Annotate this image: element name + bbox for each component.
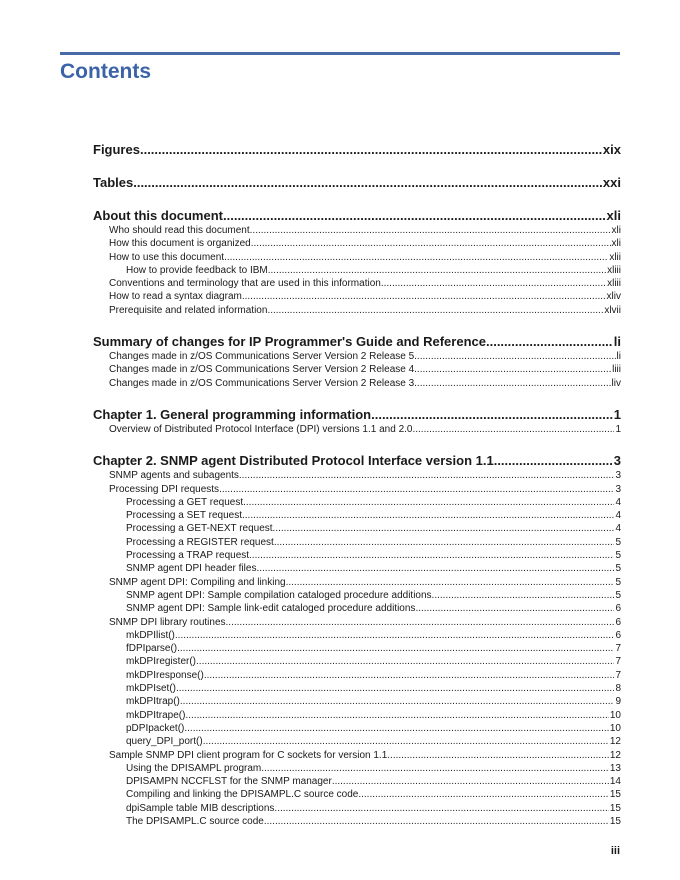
toc-entry[interactable] — [93, 788, 621, 801]
toc-leader-dots — [251, 237, 611, 250]
toc-entry[interactable] — [93, 264, 621, 277]
toc-entry[interactable] — [93, 549, 621, 562]
table-of-contents — [93, 140, 621, 828]
toc-entry-page: li — [616, 351, 621, 363]
toc-leader-dots — [226, 616, 615, 629]
toc-entry-title: Conventions and terminology that are used in this information — [109, 278, 381, 290]
toc-entry-page: 7 — [615, 656, 621, 668]
toc-entry-title: Who should read this document — [109, 225, 250, 236]
toc-leader-dots — [176, 682, 614, 695]
toc-entry-page: 1 — [615, 423, 621, 435]
toc-entry-page: liv — [611, 377, 621, 389]
toc-entry-page: 12 — [609, 749, 621, 761]
toc-entry[interactable] — [93, 290, 621, 303]
toc-entry-title: Changes made in z/OS Communications Server Version 2 Release 3 — [109, 377, 415, 389]
toc-leader-dots — [243, 496, 614, 509]
toc-entry[interactable] — [93, 536, 621, 549]
toc-entry[interactable] — [93, 642, 621, 655]
toc-entry-page: 5 — [615, 550, 621, 562]
toc-leader-dots — [184, 722, 609, 735]
toc-entry-title: DPISAMPN NCCFLST for the SNMP manager — [126, 776, 332, 788]
toc-entry-title: query_DPI_port() — [126, 736, 203, 748]
toc-entry[interactable] — [93, 175, 621, 191]
toc-entry-page: 5 — [615, 589, 621, 601]
toc-entry-page: 5 — [615, 536, 621, 548]
toc-entry[interactable] — [93, 496, 621, 509]
toc-entry-title: Processing a TRAP request — [126, 550, 250, 562]
toc-entry-title: mkDPIregister() — [126, 656, 197, 668]
toc-entry[interactable] — [93, 669, 621, 682]
toc-entry[interactable] — [93, 682, 621, 695]
toc-entry-title: SNMP agents and subagents — [109, 470, 239, 482]
toc-entry-title: mkDPIlist() — [126, 629, 175, 641]
toc-entry[interactable] — [93, 407, 621, 423]
toc-entry-page: 3 — [615, 470, 621, 482]
toc-entry-page: 6 — [615, 603, 621, 615]
toc-entry-title: Processing a REGISTER request — [126, 536, 274, 548]
toc-entry-title: How to use this document — [109, 251, 225, 263]
toc-entry[interactable] — [93, 522, 621, 535]
toc-entry-page: xlvii — [604, 304, 621, 316]
toc-leader-dots — [250, 224, 611, 237]
toc-entry-page: xlii — [609, 251, 621, 263]
toc-leader-dots — [223, 208, 606, 224]
toc-entry-title: pDPIpacket() — [126, 722, 185, 734]
toc-leader-dots — [204, 669, 615, 682]
toc-entry[interactable] — [93, 722, 621, 735]
toc-entry-page: 15 — [609, 815, 621, 827]
toc-entry[interactable] — [93, 509, 621, 522]
toc-entry-page: 14 — [609, 776, 621, 788]
toc-leader-dots — [180, 695, 615, 708]
toc-entry[interactable] — [93, 709, 621, 722]
toc-leader-dots — [268, 264, 606, 277]
toc-entry[interactable] — [93, 616, 621, 629]
toc-leader-dots — [177, 642, 614, 655]
toc-entry[interactable] — [93, 775, 621, 788]
toc-entry-title: Prerequisite and related information — [109, 304, 268, 316]
toc-entry-page: xli — [611, 238, 621, 250]
toc-entry-page: 3 — [613, 453, 621, 469]
toc-leader-dots — [256, 562, 614, 575]
toc-entry[interactable] — [93, 749, 621, 762]
toc-entry-title: About this document — [93, 208, 223, 223]
toc-entry-title: SNMP agent DPI: Sample link-edit cataloged procedure additions — [126, 603, 416, 615]
toc-leader-dots — [203, 735, 609, 748]
toc-leader-dots — [412, 423, 614, 436]
toc-leader-dots — [196, 655, 614, 668]
toc-entry[interactable] — [93, 815, 621, 828]
toc-entry[interactable] — [93, 576, 621, 589]
toc-entry-title: How to read a syntax diagram — [109, 291, 242, 303]
toc-leader-dots — [486, 334, 613, 350]
toc-entry-page: 15 — [609, 802, 621, 814]
page-number: iii — [610, 845, 620, 857]
toc-entry-page: liii — [612, 364, 621, 376]
toc-entry-title: fDPIparse() — [126, 643, 178, 655]
toc-leader-dots — [249, 549, 614, 562]
toc-leader-dots — [261, 762, 609, 775]
toc-entry[interactable] — [93, 483, 621, 496]
toc-entry-title: Tables — [93, 175, 134, 190]
toc-entry-title: Changes made in z/OS Communications Server Version 2 Release 5 — [109, 351, 415, 363]
toc-entry-page: 3 — [615, 483, 621, 495]
toc-entry[interactable] — [93, 334, 621, 350]
toc-leader-dots — [358, 788, 609, 801]
toc-entry-title: SNMP agent DPI header files — [126, 563, 257, 575]
toc-entry[interactable] — [93, 363, 621, 376]
toc-entry-page: xix — [602, 142, 621, 157]
toc-entry-title: Processing a SET request — [126, 510, 242, 522]
toc-leader-dots — [239, 469, 615, 482]
toc-entry-page: xli — [611, 225, 621, 236]
toc-entry-page: 6 — [615, 616, 621, 628]
toc-entry-page: li — [613, 334, 621, 350]
toc-entry-page: 12 — [609, 736, 621, 748]
toc-entry-page: 13 — [609, 762, 621, 774]
toc-entry-title: mkDPItrap() — [126, 696, 180, 708]
toc-leader-dots — [133, 175, 602, 191]
toc-leader-dots — [414, 350, 615, 363]
toc-entry-title: Chapter 2. SNMP agent Distributed Protocol Interface version 1.1 — [93, 453, 494, 469]
toc-entry-page: 4 — [615, 496, 621, 508]
toc-leader-dots — [242, 509, 614, 522]
toc-entry-page: xliii — [607, 264, 621, 276]
toc-entry-page: 4 — [615, 510, 621, 522]
toc-entry[interactable] — [93, 469, 621, 482]
toc-entry[interactable] — [93, 237, 621, 250]
toc-leader-dots — [224, 251, 608, 264]
toc-entry-title: Using the DPISAMPL program — [126, 762, 262, 774]
toc-leader-dots — [274, 536, 615, 549]
toc-leader-dots — [185, 709, 608, 722]
toc-entry-page: xli — [606, 208, 621, 223]
toc-entry-page: 9 — [615, 696, 621, 708]
toc-leader-dots — [387, 749, 609, 762]
toc-entry-title: mkDPItrape() — [126, 709, 186, 721]
toc-entry[interactable] — [93, 453, 621, 469]
toc-entry-page: 10 — [609, 722, 621, 734]
toc-leader-dots — [267, 304, 603, 317]
header-rule — [60, 52, 620, 55]
toc-entry-title: Chapter 1. General programming information — [93, 406, 372, 422]
toc-entry-page: xliv — [606, 291, 621, 303]
toc-entry-title: Sample SNMP DPI client program for C sockets for version 1.1 — [109, 749, 388, 761]
toc-entry-page: 6 — [615, 629, 621, 641]
toc-leader-dots — [494, 453, 613, 469]
toc-entry[interactable] — [93, 423, 621, 436]
toc-leader-dots — [242, 290, 606, 303]
toc-entry[interactable] — [93, 142, 621, 158]
toc-entry-page: 8 — [615, 683, 621, 695]
toc-entry[interactable] — [93, 655, 621, 668]
toc-entry[interactable] — [93, 350, 621, 363]
toc-entry-page: 4 — [615, 523, 621, 535]
toc-entry[interactable] — [93, 802, 621, 815]
toc-entry-page: 7 — [615, 643, 621, 655]
toc-entry-page: 7 — [615, 669, 621, 681]
toc-entry-title: Processing DPI requests — [109, 483, 220, 495]
toc-entry-page: 10 — [609, 709, 621, 721]
toc-leader-dots — [273, 522, 615, 535]
toc-leader-dots — [175, 629, 615, 642]
toc-entry[interactable] — [93, 602, 621, 615]
toc-entry-title: How this document is organized — [109, 238, 251, 250]
toc-entry[interactable] — [93, 629, 621, 642]
toc-entry-page: xxi — [602, 175, 621, 190]
toc-entry-title: SNMP agent DPI: Compiling and linking — [109, 576, 286, 588]
toc-entry-title: mkDPIset() — [126, 683, 176, 695]
toc-entry-page: 5 — [615, 563, 621, 575]
toc-leader-dots — [414, 363, 611, 376]
toc-entry[interactable] — [93, 251, 621, 264]
toc-entry-title: dpiSample table MIB descriptions — [126, 802, 275, 814]
toc-entry-title: SNMP DPI library routines — [109, 616, 226, 628]
toc-entry[interactable] — [93, 377, 621, 390]
toc-entry-page: 5 — [615, 576, 621, 588]
toc-entry-title: Figures — [93, 142, 140, 157]
toc-entry-title: Processing a GET-NEXT request — [126, 523, 273, 535]
toc-entry-title: Changes made in z/OS Communications Server Version 2 Release 4 — [109, 364, 415, 376]
toc-leader-dots — [415, 602, 614, 615]
page-title: Contents — [60, 60, 151, 83]
toc-leader-dots — [432, 589, 615, 602]
toc-entry-title: Compiling and linking the DPISAMPL.C source code — [126, 789, 359, 801]
toc-entry[interactable] — [93, 695, 621, 708]
toc-entry[interactable] — [93, 762, 621, 775]
toc-entry-title: mkDPIresponse() — [126, 669, 204, 681]
toc-entry-title: Summary of changes for IP Programmer's Guide and Reference — [93, 334, 486, 350]
toc-entry-title: The DPISAMPL.C source code — [126, 815, 264, 827]
toc-entry-page: 1 — [613, 406, 621, 422]
toc-entry[interactable] — [93, 735, 621, 748]
toc-entry[interactable] — [93, 224, 621, 237]
toc-entry-page: xliii — [607, 278, 621, 290]
toc-entry-page: 15 — [609, 789, 621, 801]
toc-entry[interactable] — [93, 208, 621, 224]
toc-leader-dots — [286, 576, 615, 589]
toc-leader-dots — [219, 483, 614, 496]
toc-entry-title: Overview of Distributed Protocol Interface (DPI) versions 1.1 and 2.0 — [109, 423, 413, 435]
toc-leader-dots — [371, 407, 613, 423]
toc-leader-dots — [332, 775, 609, 788]
toc-leader-dots — [274, 802, 608, 815]
toc-entry-title: How to provide feedback to IBM — [126, 264, 268, 276]
toc-entry[interactable] — [93, 589, 621, 602]
toc-entry-title: SNMP agent DPI: Sample compilation cataloged procedure additions — [126, 589, 432, 601]
toc-entry[interactable] — [93, 562, 621, 575]
toc-entry[interactable] — [93, 304, 621, 317]
toc-leader-dots — [264, 815, 609, 828]
toc-leader-dots — [140, 142, 602, 158]
toc-leader-dots — [414, 377, 610, 390]
toc-leader-dots — [381, 277, 606, 290]
toc-entry-title: Processing a GET request — [126, 496, 244, 508]
toc-entry[interactable] — [93, 277, 621, 290]
